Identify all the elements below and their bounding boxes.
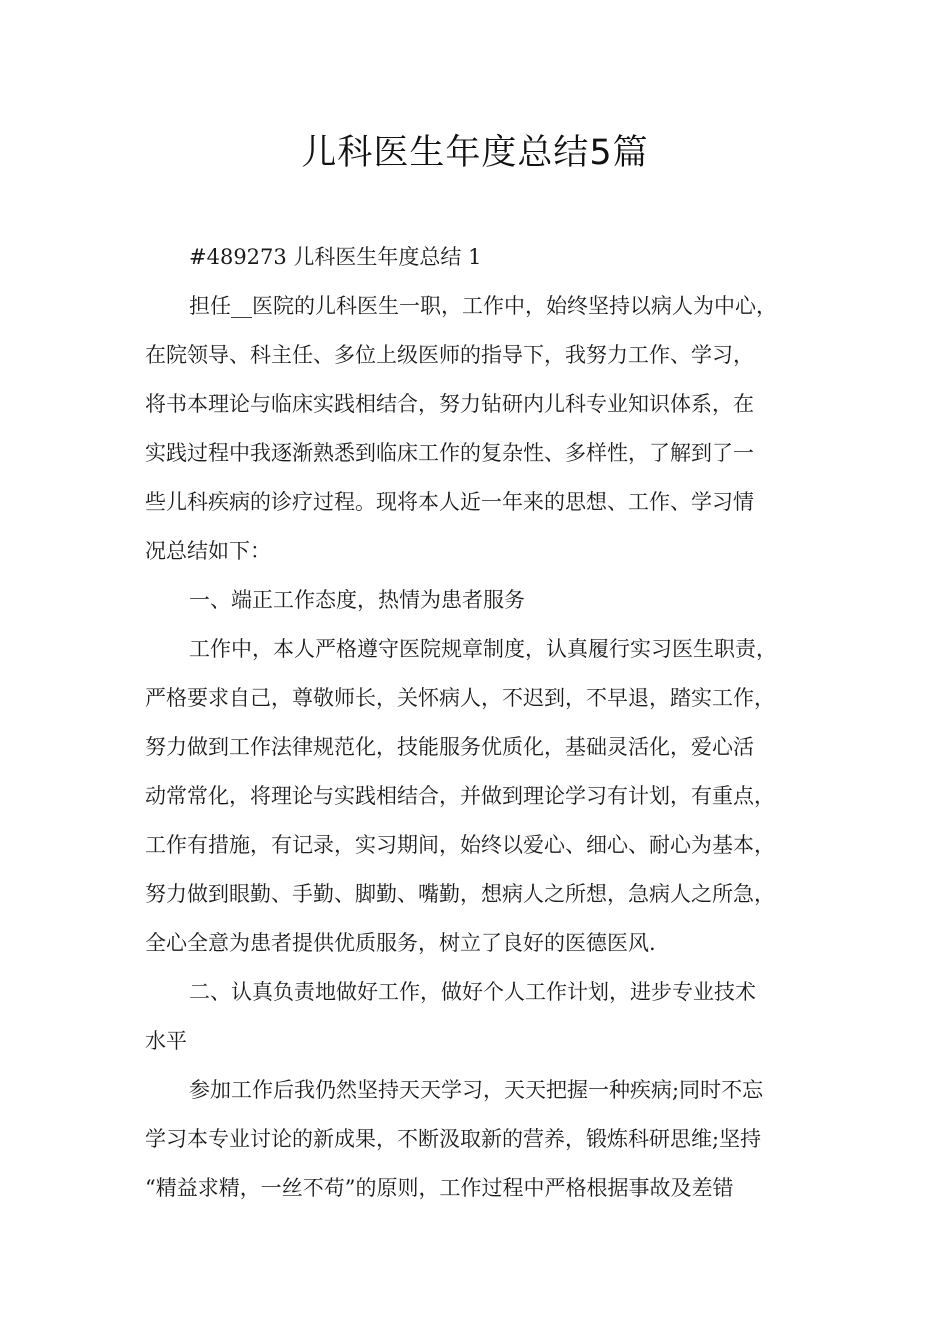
text-line: 努力做到眼勤、手勤、脚勤、嘴勤，想病人之所想，急病人之所急，: [145, 882, 775, 906]
text-line: 将书本理论与临床实践相结合，努力钻研内儿科专业知识体系，在: [145, 392, 754, 416]
section-heading-2: [145, 968, 825, 1066]
text-line: 参加工作后我仍然坚持天天学习，天天把握一种疾病;同时不忘: [189, 1078, 764, 1102]
paragraph-intro: [145, 282, 825, 576]
document-body: [145, 233, 825, 1213]
text-line: 实践过程中我逐渐熟悉到临床工作的复杂性、多样性，了解到了一: [145, 441, 754, 465]
summary-subtitle: #489273 儿科医生年度总结 1: [189, 245, 482, 269]
text-line: “精益求精，一丝不苟”的原则，工作过程中严格根据事故及差错: [145, 1176, 734, 1200]
text-line: 工作中，本人严格遵守医院规章制度，认真履行实习医生职责，: [189, 637, 777, 661]
text-line: 些儿科疾病的诊疗过程。现将本人近一年来的思想、工作、学习情: [145, 490, 754, 514]
text-line: 努力做到工作法律规范化，技能服务优质化，基础灵活化，爱心活: [145, 735, 754, 759]
paragraph-study: [145, 1066, 825, 1213]
text-line: 在院领导、科主任、多位上级医师的指导下，我努力工作、学习，: [145, 343, 754, 367]
text-line: 学习本专业讨论的新成果，不断汲取新的营养，锻炼科研思维;坚持: [145, 1127, 762, 1151]
paragraph-work-attitude: [145, 625, 825, 968]
section-heading-1: 一、端正工作态度，热情为患者服务: [189, 588, 525, 612]
text-line: 全心全意为患者提供优质服务，树立了良好的医德医风.: [145, 931, 656, 955]
text-line: 工作有措施，有记录，实习期间，始终以爱心、细心、耐心为基本，: [145, 833, 775, 857]
document-title: 儿科医生年度总结5篇: [301, 133, 649, 173]
text-line: 严格要求自己，尊敬师长，关怀病人，不迟到，不早退，踏实工作，: [145, 686, 775, 710]
text-line: 二、认真负责地做好工作，做好个人工作计划，进步专业技术: [189, 980, 756, 1004]
text-line: 担任__医院的儿科医生一职，工作中，始终坚持以病人为中心，: [189, 294, 777, 318]
text-line: 况总结如下：: [145, 539, 271, 563]
text-line: 动常常化，将理论与实践相结合，并做到理论学习有计划，有重点，: [145, 784, 775, 808]
text-line: 水平: [145, 1029, 187, 1053]
